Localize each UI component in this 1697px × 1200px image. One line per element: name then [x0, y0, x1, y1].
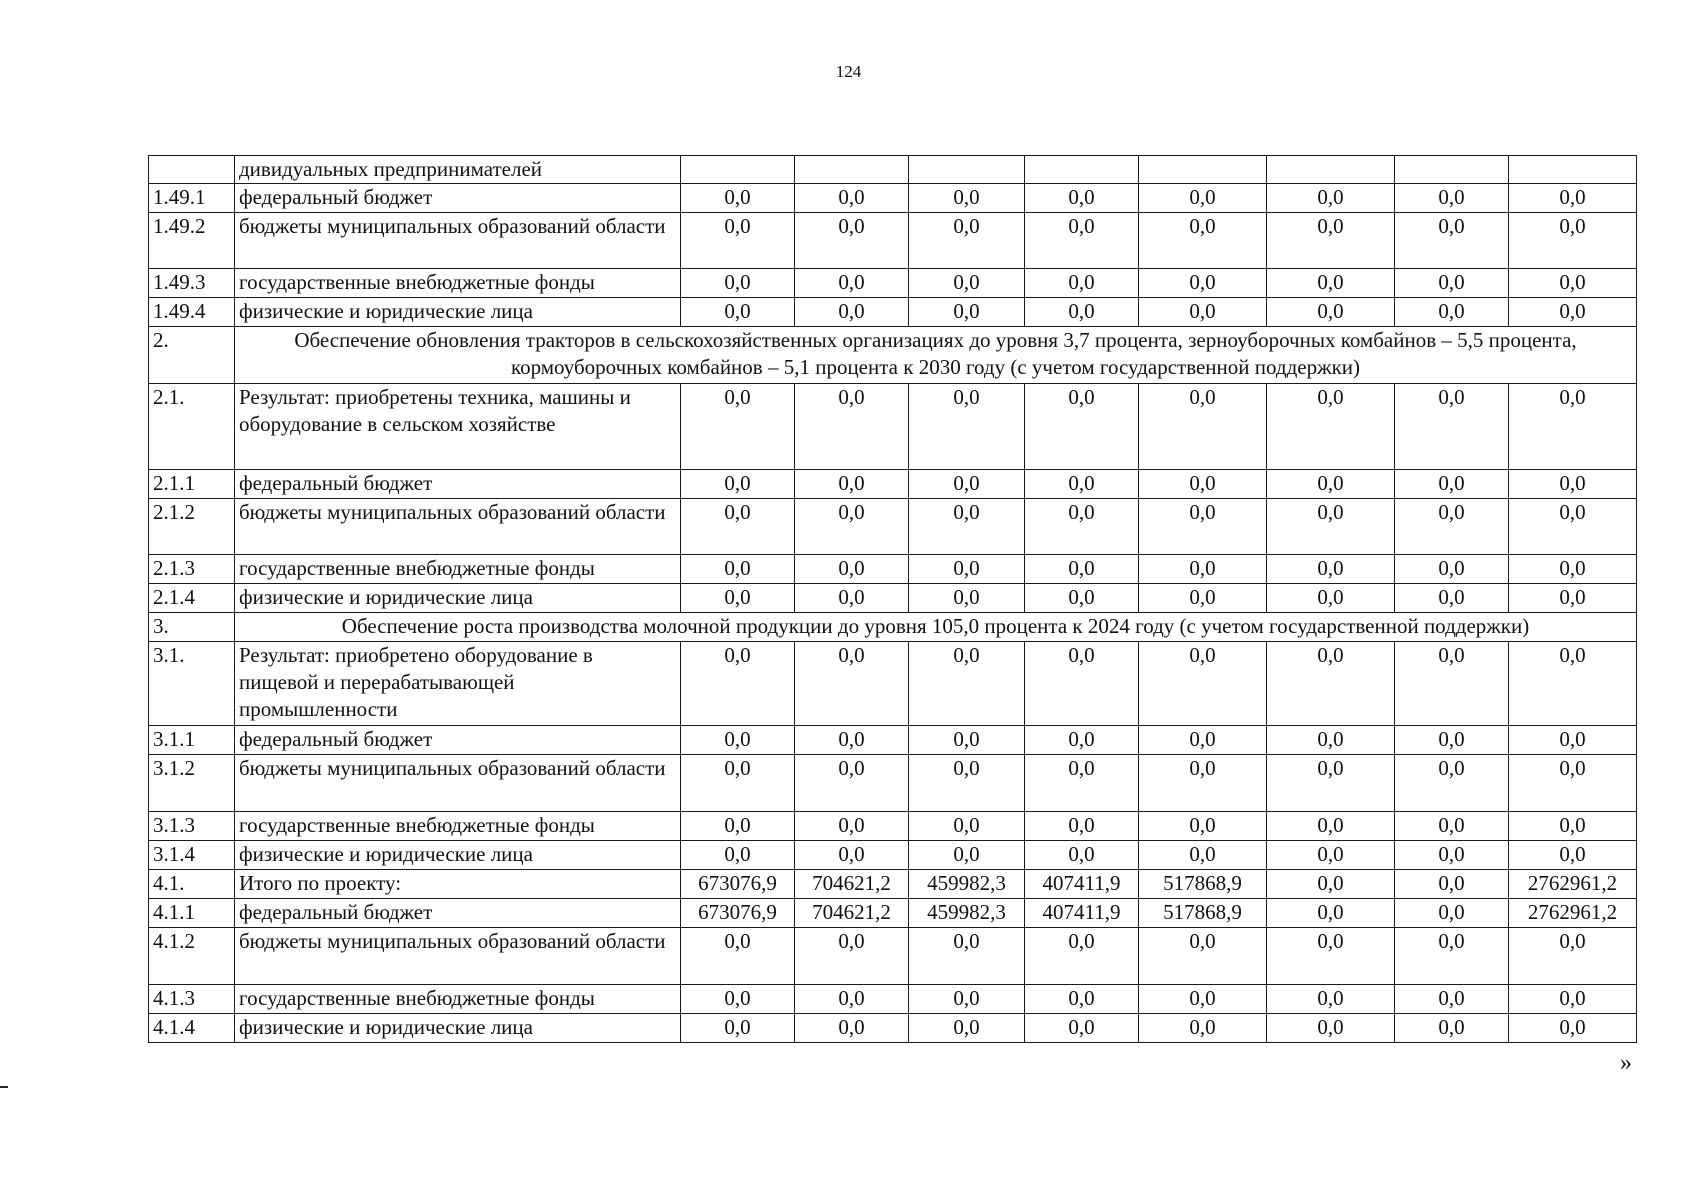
- value-cell: 407411,9: [1025, 870, 1139, 899]
- row-name: Результат: приобретено оборудование в пищевой и перерабатывающей промышленности: [235, 642, 681, 726]
- value-cell: 0,0: [909, 555, 1025, 584]
- value-cell: 0,0: [1509, 555, 1637, 584]
- value-cell: 0,0: [1267, 755, 1395, 812]
- value-cell: 0,0: [1139, 555, 1267, 584]
- value-cell: 0,0: [1025, 928, 1139, 985]
- value-cell: 0,0: [795, 269, 909, 298]
- row-name: государственные внебюджетные фонды: [235, 269, 681, 298]
- value-cell: 0,0: [795, 726, 909, 755]
- value-cell: 0,0: [1395, 555, 1509, 584]
- value-cell: 0,0: [1139, 642, 1267, 726]
- table-row: [149, 499, 1637, 555]
- value-cell: 0,0: [1267, 726, 1395, 755]
- value-cell: 0,0: [1509, 269, 1637, 298]
- value-cell: 0,0: [1139, 384, 1267, 470]
- row-number: 2.1.: [149, 384, 235, 470]
- table-row: [149, 812, 1637, 841]
- section-heading: Обеспечение роста производства молочной продукции до уровня 105,0 процента к 2024 году (с учетом государственной поддержки): [235, 613, 1637, 642]
- value-cell: 2762961,2: [1509, 870, 1637, 899]
- value-cell: 0,0: [1395, 985, 1509, 1014]
- value-cell: 0,0: [681, 1014, 795, 1043]
- value-cell: 0,0: [681, 499, 795, 555]
- value-cell: 0,0: [1139, 499, 1267, 555]
- value-cell: 704621,2: [795, 899, 909, 928]
- value-cell: 0,0: [795, 985, 909, 1014]
- value-cell: 0,0: [795, 928, 909, 985]
- table-row: [149, 1014, 1637, 1043]
- value-cell: 0,0: [681, 985, 795, 1014]
- value-cell: 0,0: [1139, 184, 1267, 213]
- value-cell: 0,0: [1509, 213, 1637, 269]
- value-cell: 0,0: [1139, 812, 1267, 841]
- value-cell: 0,0: [1509, 584, 1637, 613]
- value-cell: 0,0: [1509, 470, 1637, 499]
- value-cell: 0,0: [1139, 985, 1267, 1014]
- value-cell: 673076,9: [681, 870, 795, 899]
- value-cell: 0,0: [795, 584, 909, 613]
- row-number: 2.1.3: [149, 555, 235, 584]
- value-cell: 0,0: [681, 213, 795, 269]
- value-cell: 0,0: [909, 642, 1025, 726]
- row-name: федеральный бюджет: [235, 184, 681, 213]
- value-cell: 0,0: [909, 269, 1025, 298]
- value-cell: 0,0: [681, 928, 795, 985]
- value-cell: 0,0: [795, 642, 909, 726]
- value-cell: [1267, 156, 1395, 184]
- table-row: [149, 726, 1637, 755]
- margin-dash: [0, 1086, 8, 1088]
- row-name: физические и юридические лица: [235, 298, 681, 327]
- table-row: [149, 584, 1637, 613]
- value-cell: 0,0: [1395, 184, 1509, 213]
- row-name: Результат: приобретены техника, машины и оборудование в сельском хозяйстве: [235, 384, 681, 470]
- row-number: 3.: [149, 613, 235, 642]
- row-number: 1.49.3: [149, 269, 235, 298]
- value-cell: 0,0: [1025, 985, 1139, 1014]
- value-cell: 0,0: [681, 555, 795, 584]
- value-cell: 0,0: [795, 184, 909, 213]
- value-cell: 0,0: [681, 184, 795, 213]
- value-cell: 0,0: [1025, 555, 1139, 584]
- value-cell: 0,0: [909, 298, 1025, 327]
- value-cell: 0,0: [909, 812, 1025, 841]
- row-name: физические и юридические лица: [235, 841, 681, 870]
- value-cell: 0,0: [795, 755, 909, 812]
- value-cell: 0,0: [681, 755, 795, 812]
- value-cell: 517868,9: [1139, 870, 1267, 899]
- section-heading-row: [149, 613, 1637, 642]
- row-number: 3.1.4: [149, 841, 235, 870]
- row-name: бюджеты муниципальных образований области: [235, 499, 681, 555]
- value-cell: 2762961,2: [1509, 899, 1637, 928]
- value-cell: 0,0: [1509, 985, 1637, 1014]
- value-cell: 0,0: [1139, 470, 1267, 499]
- value-cell: 459982,3: [909, 870, 1025, 899]
- row-number: [149, 156, 235, 184]
- value-cell: 0,0: [1509, 298, 1637, 327]
- value-cell: 0,0: [1139, 298, 1267, 327]
- value-cell: 0,0: [909, 213, 1025, 269]
- value-cell: 0,0: [681, 841, 795, 870]
- row-number: 4.1.4: [149, 1014, 235, 1043]
- value-cell: 0,0: [1139, 841, 1267, 870]
- value-cell: 0,0: [909, 985, 1025, 1014]
- value-cell: 0,0: [1267, 298, 1395, 327]
- value-cell: 0,0: [1395, 298, 1509, 327]
- value-cell: [1139, 156, 1267, 184]
- value-cell: [909, 156, 1025, 184]
- value-cell: 0,0: [1139, 584, 1267, 613]
- value-cell: 0,0: [1267, 269, 1395, 298]
- value-cell: 0,0: [795, 298, 909, 327]
- row-number: 2.1.4: [149, 584, 235, 613]
- value-cell: 0,0: [795, 213, 909, 269]
- value-cell: 0,0: [1267, 384, 1395, 470]
- value-cell: 0,0: [909, 841, 1025, 870]
- value-cell: 0,0: [1267, 470, 1395, 499]
- closing-quote-mark: »: [1620, 1050, 1632, 1076]
- value-cell: 0,0: [1267, 812, 1395, 841]
- value-cell: 0,0: [1395, 812, 1509, 841]
- value-cell: 0,0: [1139, 269, 1267, 298]
- value-cell: 0,0: [1025, 269, 1139, 298]
- value-cell: 0,0: [909, 184, 1025, 213]
- value-cell: 0,0: [1395, 499, 1509, 555]
- value-cell: 0,0: [1509, 384, 1637, 470]
- value-cell: 517868,9: [1139, 899, 1267, 928]
- row-name: физические и юридические лица: [235, 1014, 681, 1043]
- value-cell: 704621,2: [795, 870, 909, 899]
- row-name: государственные внебюджетные фонды: [235, 555, 681, 584]
- value-cell: 673076,9: [681, 899, 795, 928]
- value-cell: [1509, 156, 1637, 184]
- value-cell: 0,0: [1267, 841, 1395, 870]
- table-row: [149, 298, 1637, 327]
- value-cell: 0,0: [909, 726, 1025, 755]
- row-name: бюджеты муниципальных образований области: [235, 928, 681, 985]
- table-row: [149, 985, 1637, 1014]
- row-number: 2.1.2: [149, 499, 235, 555]
- value-cell: 0,0: [1395, 928, 1509, 985]
- value-cell: 0,0: [1025, 384, 1139, 470]
- value-cell: 0,0: [795, 555, 909, 584]
- value-cell: 0,0: [1139, 1014, 1267, 1043]
- value-cell: 0,0: [681, 298, 795, 327]
- value-cell: 0,0: [909, 755, 1025, 812]
- value-cell: 0,0: [1267, 584, 1395, 613]
- value-cell: 0,0: [795, 841, 909, 870]
- value-cell: 0,0: [1509, 812, 1637, 841]
- value-cell: 0,0: [1139, 755, 1267, 812]
- value-cell: 0,0: [795, 1014, 909, 1043]
- row-name: дивидуальных предпринимателей: [235, 156, 681, 184]
- section-heading: Обеспечение обновления тракторов в сельскохозяйственных организациях до уровня 3,7 процента, зерноуборочных комбайнов – 5,5 процента, кормоуборочных комбайнов – 5,1 процента к 2030 году (с учетом государственной поддержки): [235, 327, 1637, 384]
- row-number: 1.49.1: [149, 184, 235, 213]
- row-number: 4.1.1: [149, 899, 235, 928]
- value-cell: 0,0: [681, 642, 795, 726]
- row-name: федеральный бюджет: [235, 899, 681, 928]
- value-cell: 0,0: [1025, 213, 1139, 269]
- table-row: [149, 184, 1637, 213]
- value-cell: 0,0: [1395, 470, 1509, 499]
- value-cell: 0,0: [1139, 213, 1267, 269]
- page-number: 124: [835, 62, 862, 81]
- value-cell: 0,0: [1395, 726, 1509, 755]
- row-number: 2.: [149, 327, 235, 384]
- value-cell: 0,0: [1139, 928, 1267, 985]
- row-name: федеральный бюджет: [235, 726, 681, 755]
- value-cell: [1025, 156, 1139, 184]
- value-cell: 459982,3: [909, 899, 1025, 928]
- value-cell: 0,0: [1509, 726, 1637, 755]
- value-cell: 0,0: [1267, 1014, 1395, 1043]
- row-name: бюджеты муниципальных образований области: [235, 755, 681, 812]
- value-cell: 0,0: [909, 928, 1025, 985]
- table-row: [149, 555, 1637, 584]
- value-cell: [795, 156, 909, 184]
- value-cell: 0,0: [1025, 184, 1139, 213]
- row-number: 3.1.1: [149, 726, 235, 755]
- row-name: Итого по проекту:: [235, 870, 681, 899]
- row-number: 3.1.3: [149, 812, 235, 841]
- value-cell: 0,0: [1267, 985, 1395, 1014]
- table-row: [149, 870, 1637, 899]
- row-number: 4.1.3: [149, 985, 235, 1014]
- value-cell: 0,0: [1025, 499, 1139, 555]
- value-cell: 0,0: [1395, 870, 1509, 899]
- value-cell: 0,0: [909, 499, 1025, 555]
- value-cell: 0,0: [681, 812, 795, 841]
- section-heading-row: [149, 327, 1637, 384]
- value-cell: 0,0: [1025, 584, 1139, 613]
- value-cell: 0,0: [795, 499, 909, 555]
- row-name: федеральный бюджет: [235, 470, 681, 499]
- value-cell: 0,0: [1509, 1014, 1637, 1043]
- value-cell: 0,0: [1025, 642, 1139, 726]
- value-cell: 0,0: [1395, 584, 1509, 613]
- value-cell: 0,0: [1267, 642, 1395, 726]
- table-row: [149, 841, 1637, 870]
- table-row: [149, 755, 1637, 812]
- value-cell: 0,0: [1267, 499, 1395, 555]
- value-cell: 0,0: [681, 726, 795, 755]
- table-row: [149, 470, 1637, 499]
- value-cell: 0,0: [1395, 841, 1509, 870]
- value-cell: 0,0: [1395, 384, 1509, 470]
- value-cell: 0,0: [681, 384, 795, 470]
- value-cell: 0,0: [681, 584, 795, 613]
- value-cell: 0,0: [1395, 755, 1509, 812]
- row-number: 1.49.4: [149, 298, 235, 327]
- table-row: [149, 928, 1637, 985]
- financing-table: [148, 155, 1637, 1043]
- value-cell: 0,0: [1139, 726, 1267, 755]
- value-cell: 0,0: [1267, 870, 1395, 899]
- value-cell: 0,0: [1509, 928, 1637, 985]
- value-cell: 0,0: [795, 470, 909, 499]
- row-number: 3.1.: [149, 642, 235, 726]
- table-row: [149, 899, 1637, 928]
- value-cell: 0,0: [909, 584, 1025, 613]
- value-cell: [681, 156, 795, 184]
- value-cell: 0,0: [1267, 184, 1395, 213]
- value-cell: 0,0: [1025, 841, 1139, 870]
- value-cell: 0,0: [1509, 755, 1637, 812]
- row-name: государственные внебюджетные фонды: [235, 985, 681, 1014]
- value-cell: 407411,9: [1025, 899, 1139, 928]
- value-cell: [1395, 156, 1509, 184]
- value-cell: 0,0: [909, 384, 1025, 470]
- value-cell: 0,0: [681, 269, 795, 298]
- table-row: [149, 384, 1637, 470]
- row-number: 4.1.2: [149, 928, 235, 985]
- table-row: [149, 213, 1637, 269]
- value-cell: 0,0: [909, 470, 1025, 499]
- row-number: 2.1.1: [149, 470, 235, 499]
- value-cell: 0,0: [1025, 1014, 1139, 1043]
- row-name: физические и юридические лица: [235, 584, 681, 613]
- value-cell: 0,0: [1395, 269, 1509, 298]
- value-cell: 0,0: [795, 384, 909, 470]
- table-body: [149, 156, 1637, 1043]
- value-cell: 0,0: [1509, 499, 1637, 555]
- value-cell: 0,0: [1509, 841, 1637, 870]
- row-number: 4.1.: [149, 870, 235, 899]
- value-cell: 0,0: [1395, 1014, 1509, 1043]
- value-cell: 0,0: [1509, 184, 1637, 213]
- value-cell: 0,0: [1025, 812, 1139, 841]
- value-cell: 0,0: [1395, 899, 1509, 928]
- value-cell: 0,0: [909, 1014, 1025, 1043]
- value-cell: 0,0: [1025, 470, 1139, 499]
- value-cell: 0,0: [1267, 555, 1395, 584]
- value-cell: 0,0: [795, 812, 909, 841]
- table-row: [149, 269, 1637, 298]
- value-cell: 0,0: [1395, 642, 1509, 726]
- value-cell: 0,0: [1267, 928, 1395, 985]
- value-cell: 0,0: [1025, 755, 1139, 812]
- value-cell: 0,0: [1025, 298, 1139, 327]
- value-cell: 0,0: [1025, 726, 1139, 755]
- value-cell: 0,0: [1267, 899, 1395, 928]
- row-number: 3.1.2: [149, 755, 235, 812]
- row-number: 1.49.2: [149, 213, 235, 269]
- value-cell: 0,0: [1509, 642, 1637, 726]
- row-name: бюджеты муниципальных образований области: [235, 213, 681, 269]
- value-cell: 0,0: [1267, 213, 1395, 269]
- table-row: [149, 642, 1637, 726]
- value-cell: 0,0: [681, 470, 795, 499]
- table-row: [149, 156, 1637, 184]
- value-cell: 0,0: [1395, 213, 1509, 269]
- row-name: государственные внебюджетные фонды: [235, 812, 681, 841]
